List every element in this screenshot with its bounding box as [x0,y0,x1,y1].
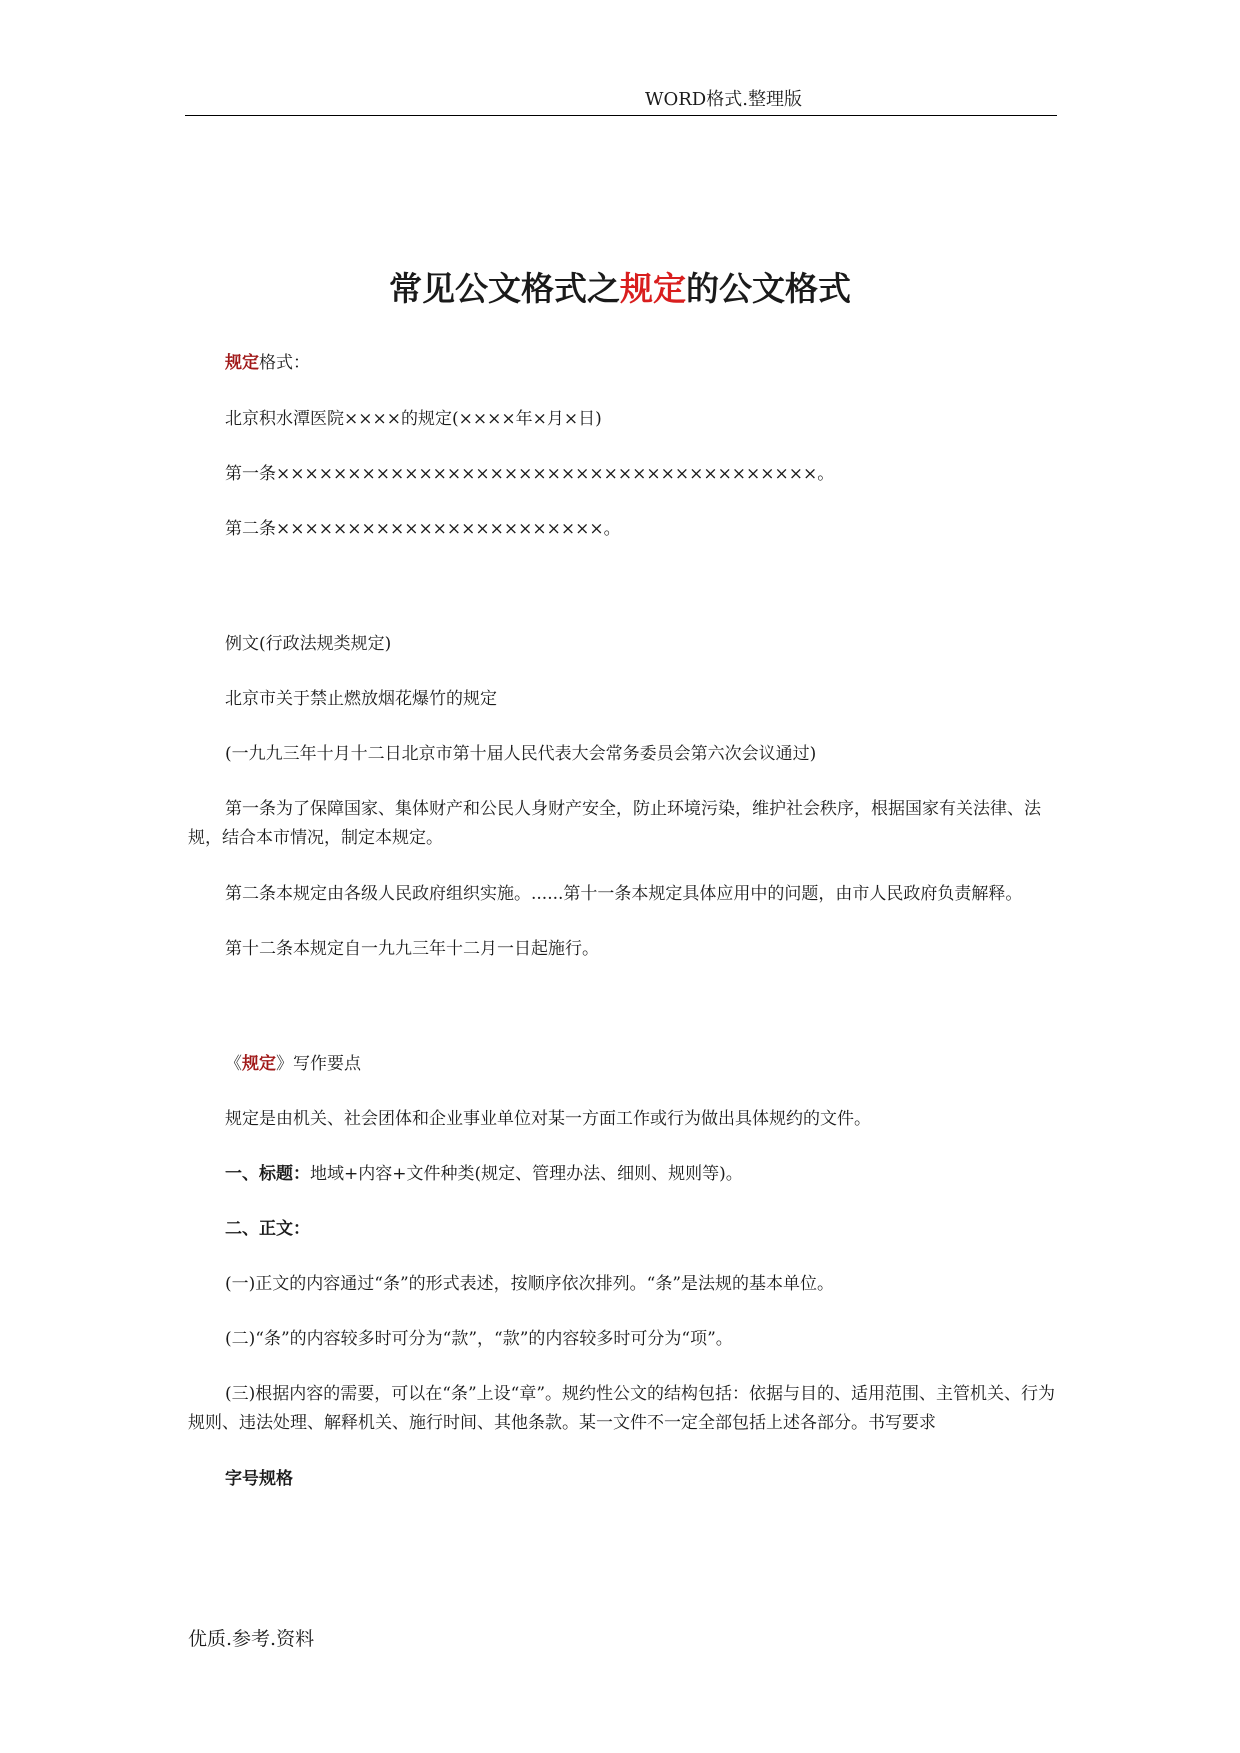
points-heading-open: 《 [225,1054,242,1074]
example-article-1: 第一条为了保障国家、集体财产和公民人身财产安全，防止环境污染，维护社会秩序，根据国家有关法律、法规，结合本市情况，制定本规定。 [188,799,1041,848]
document-title [0,268,1240,310]
points-item-2-label: 二、正文： [225,1219,310,1239]
page-footer: 优质.参考.资料 [188,1628,315,1650]
points-definition: 规定是由机关、社会团体和企业事业单位对某一方面工作或行为做出具体规约的文件。 [225,1109,871,1129]
points-heading [188,1050,1060,1079]
title-part-2: 的公文格式 [686,269,851,308]
title-highlight: 规定 [620,269,686,308]
format-label [188,349,1060,378]
points-font-spec: 字号规格 [225,1469,293,1489]
points-heading-close: 》写作要点 [276,1054,361,1074]
points-sub-2: (二)“条”的内容较多时可分为“款”，“款”的内容较多时可分为“项”。 [225,1329,733,1349]
example-doc-title: 北京市关于禁止燃放烟花爆竹的规定 [225,689,497,709]
format-line-2: 第一条××××××××××××××××××××××××××××××××××××××。 [225,464,835,484]
format-label-highlight: 规定 [225,353,259,373]
format-label-rest: 格式： [259,353,310,373]
points-sub-3: (三)根据内容的需要，可以在“条”上设“章”。规约性公文的结构包括：依据与目的、适用范围、主管机关、行为规则、违法处理、解释机关、施行时间、其他条款。某一文件不一定全部包括上述各部分。书写要求 [188,1384,1056,1433]
format-line-3: 第二条×××××××××××××××××××××××。 [225,519,621,539]
points-item-1 [188,1160,1060,1189]
points-sub-1: (一)正文的内容通过“条”的形式表述，按顺序依次排列。“条”是法规的基本单位。 [225,1274,835,1294]
points-item-1-text: 地域+内容+文件种类(规定、管理办法、细则、规则等)。 [310,1164,743,1184]
page-header: WORD格式.整理版 [645,89,802,110]
points-item-1-label: 一、标题： [225,1164,310,1184]
example-article-12: 第十二条本规定自一九九三年十二月一日起施行。 [225,939,599,959]
title-part-1: 常见公文格式之 [389,269,620,308]
points-heading-highlight: 规定 [242,1054,276,1074]
format-line-1: 北京积水潭医院××××的规定(××××年×月×日) [225,409,602,429]
example-article-2: 第二条本规定由各级人民政府组织实施。......第十一条本规定具体应用中的问题，由市人民政府负责解释。 [225,884,1023,904]
header-divider [185,115,1057,116]
example-heading: 例文(行政法规类规定) [225,634,392,654]
example-adoption-note: (一九九三年十月十二日北京市第十届人民代表大会常务委员会第六次会议通过) [225,744,817,764]
